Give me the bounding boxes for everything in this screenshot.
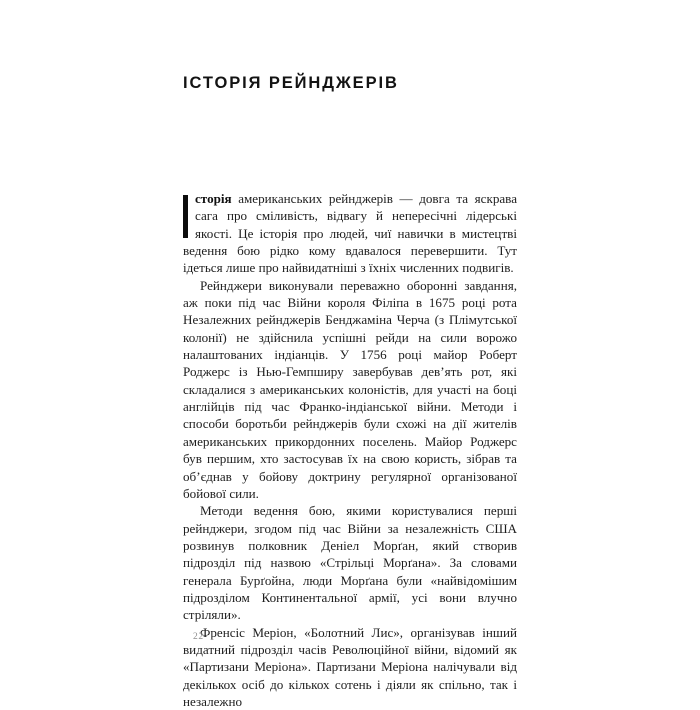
paragraph-1	[183, 190, 517, 277]
paragraph-1-text: американських рейнджерів — довга та яскрава сага про сміливість, відвагу й непересічні лідерські якості. Це історія про людей, чиї навички в мистецтві ведення бою рідко кому вдавалося перевершити. Тут ідеться лише про найвидатніші з їхніх численних подвигів.	[183, 191, 517, 276]
drop-cap-icon	[183, 195, 188, 238]
page-number: 22	[193, 632, 204, 642]
page-title: ІСТОРІЯ РЕЙНДЖЕРІВ	[183, 74, 399, 93]
body-text-column	[183, 190, 517, 710]
paragraph-3: Методи ведення бою, якими користувалися перші рейнджери, згодом під час Війни за незалежність США розвинув полковник Деніел Морґан, який створив підрозділ під назвою «Стрільці Морґана». За словами генерала Бурґойна, люди Морґана були «найвідомішим підрозділом Континентальної армії, усі вони влучно стріляли».	[183, 503, 517, 623]
paragraph-4: Френсіс Меріон, «Болотний Лис», організував інший видатний підрозділ часів Революційної війни, відомий як «Партизани Меріона». Партизани Меріона налічували від декількох осіб до кількох сотень і діяли як спільно, так і незалежно	[183, 624, 517, 709]
lead-word: сторія	[195, 191, 232, 206]
paragraph-2: Рейнджери виконували переважно оборонні завдання, аж поки під час Війни короля Філіпа в 1675 році рота Незалежних рейнджерів Бенджаміна Черча (з Плімутської колонії) не здійснила успішні рейди на сили ворожо налаштованих індіанців. У 1756 році майор Роберт Роджерс із Нью-Гемпширу завербував дев’ять рот, які складалися з американських колоністів, для участі на боці англійців під час Франко-індіанської війни. Методи і способи боротьби рейнджерів були схожі на дії жителів американських прикордонних поселень. Майор Роджерс був першим, хто застосував їх на свою користь, зібрав та об’єднав у бойову доктрину регулярної організованої бойової сили.	[183, 277, 517, 501]
